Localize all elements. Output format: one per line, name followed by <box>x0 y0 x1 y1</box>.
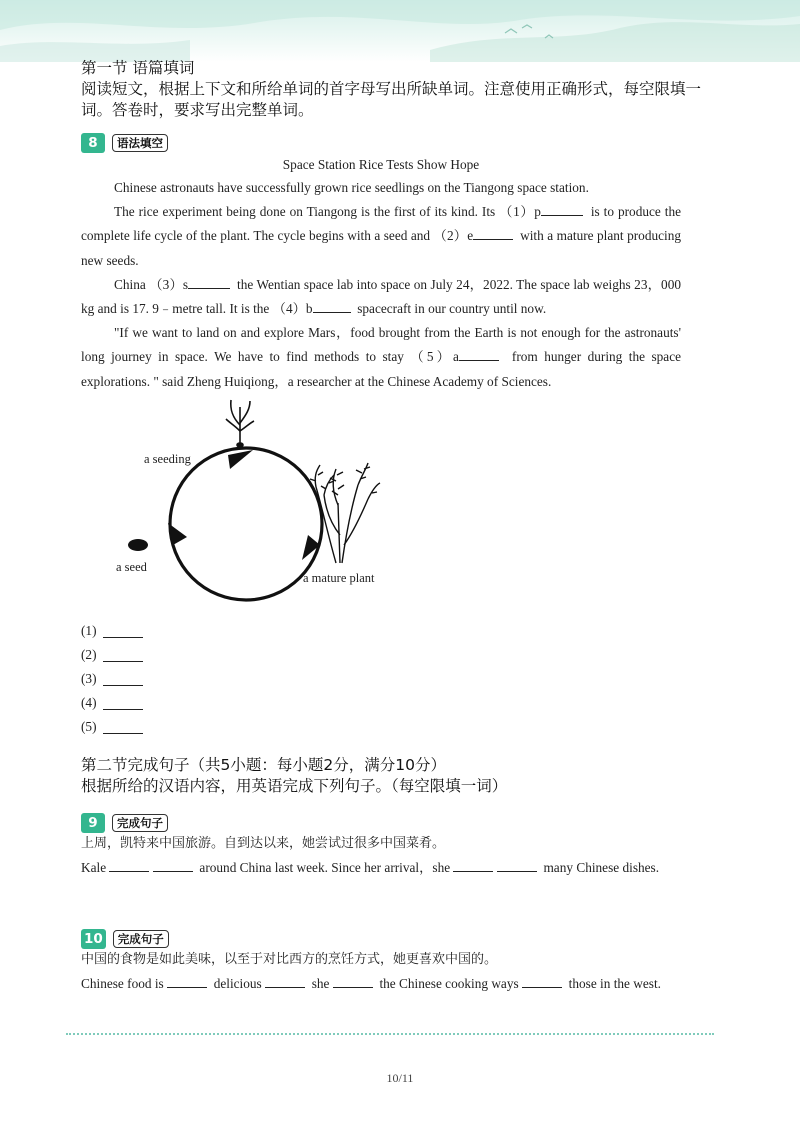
text-segment: delicious <box>213 976 262 992</box>
section2-heading: 第二节完成句子（共5小题：每小题2分，满分10分） <box>81 756 446 774</box>
answer-row <box>81 643 143 667</box>
passage-body <box>81 176 681 394</box>
q9-english <box>81 856 681 880</box>
header-banner <box>0 0 800 62</box>
answer-blank[interactable] <box>265 974 305 988</box>
q10-body <box>81 948 681 996</box>
answer-blank[interactable] <box>109 858 149 872</box>
question-type-badge: 完成句子 <box>112 814 168 832</box>
answer-number: (2) <box>81 647 97 662</box>
text-segment: China （3）s <box>114 276 189 292</box>
passage-paragraph-4 <box>81 321 681 394</box>
landscape-decoration <box>0 0 800 62</box>
text-segment: from hunger during the space explorations. " said Zheng Huiqiong，a researcher at the Chinese Academy of Sciences. <box>81 349 682 389</box>
question-type-badge: 完成句子 <box>113 930 169 948</box>
question-type-badge: 语法填空 <box>112 134 168 152</box>
blank-2[interactable] <box>473 226 513 240</box>
answer-blank[interactable] <box>167 974 207 988</box>
answer-blank[interactable] <box>103 624 143 638</box>
question-number-badge: 9 <box>81 813 105 833</box>
passage-paragraph-2 <box>81 200 681 273</box>
answer-row <box>81 619 143 643</box>
answer-row <box>81 667 143 691</box>
answer-number: (3) <box>81 671 97 686</box>
passage-paragraph-1: Chinese astronauts have successfully grown rice seedlings on the Tiangong space station. <box>114 180 589 195</box>
section2-block <box>81 755 721 797</box>
seedling-icon <box>226 400 254 447</box>
question-number-badge: 10 <box>81 929 106 949</box>
section1-block <box>81 58 721 121</box>
answer-number: (5) <box>81 719 97 734</box>
answer-blank[interactable] <box>103 648 143 662</box>
section1-instructions: 阅读短文，根据上下文和所给单词的首字母写出所缺单词。注意使用正确形式，每空限填一词。答卷时，要求写出完整单词。 <box>81 80 702 119</box>
cycle-circle <box>170 448 322 600</box>
text-segment: around China last week. Since her arrival，she <box>199 860 451 876</box>
text-segment: many Chinese dishes. <box>543 860 660 876</box>
text-segment: is to produce the complete life cycle of the plant. The cycle begins with a seed and （2）e <box>81 204 681 244</box>
text-segment: The rice experiment being done on Tiangong is the first of its kind. Its （1）p <box>114 204 541 220</box>
label-seed: a seed <box>116 560 147 574</box>
answer-blank[interactable] <box>333 974 373 988</box>
text-segment: spacecraft in our country until now. <box>357 301 547 317</box>
question-number-badge: 8 <box>81 133 105 153</box>
blank-5[interactable] <box>459 347 499 361</box>
answer-number: (1) <box>81 623 97 638</box>
birds-icon <box>505 25 553 38</box>
label-mature-plant: a mature plant <box>303 571 375 585</box>
q9-badge-row <box>81 813 168 833</box>
text-segment: she <box>311 976 330 992</box>
passage-title: Space Station Rice Tests Show Hope <box>282 157 480 172</box>
q9-body <box>81 832 681 880</box>
answer-blank[interactable] <box>153 858 193 872</box>
section2-instructions: 根据所给的汉语内容，用英语完成下列句子。（每空限填一词） <box>81 777 508 795</box>
answer-row <box>81 691 143 715</box>
text-segment: "If we want to land on and explore Mars，food brought from the Earth is not enough for the astronauts' long journey in space. We have to find methods to stay （5）a <box>81 325 681 365</box>
text-segment: those in the west. <box>568 976 661 992</box>
answer-row <box>81 715 143 739</box>
q10-chinese: 中国的食物是如此美味，以至于对比西方的烹饪方式，她更喜欢中国的。 <box>81 952 498 967</box>
arrow-right-icon <box>228 450 253 469</box>
answer-blank[interactable] <box>103 696 143 710</box>
answer-blank[interactable] <box>497 858 537 872</box>
blank-1[interactable] <box>541 202 583 216</box>
answer-blank[interactable] <box>453 858 493 872</box>
label-seeding: a seeding <box>144 452 191 466</box>
answer-number: (4) <box>81 695 97 710</box>
blank-4[interactable] <box>313 299 351 313</box>
text-segment: with a mature plant producing new seeds. <box>81 228 682 268</box>
text-segment: the Wentian space lab into space on July 24，2022. The space lab weighs 23，000 kg and is 17. 9﹣metre tall. It is the （4）b <box>81 276 681 317</box>
text-segment: Kale <box>81 860 107 876</box>
text-segment: the Chinese cooking ways <box>379 976 519 992</box>
q9-chinese: 上周，凯特来中国旅游。自到达以来，她尝试过很多中国菜肴。 <box>81 836 446 851</box>
answer-blank[interactable] <box>103 720 143 734</box>
answer-blank[interactable] <box>522 974 562 988</box>
rice-life-cycle-diagram <box>100 395 420 610</box>
section1-heading: 第一节 语篇填词 <box>81 59 195 77</box>
answer-list <box>81 619 143 739</box>
seed-icon <box>128 539 148 551</box>
q8-badge-row <box>81 133 168 153</box>
text-segment: Chinese food is <box>81 976 164 992</box>
blank-3[interactable] <box>188 275 230 289</box>
q10-badge-row <box>81 929 169 949</box>
answer-blank[interactable] <box>103 672 143 686</box>
page-number: 10/11 <box>386 1071 414 1085</box>
passage-paragraph-3 <box>81 273 681 321</box>
q10-english <box>81 972 681 996</box>
dotted-divider <box>66 1033 714 1035</box>
